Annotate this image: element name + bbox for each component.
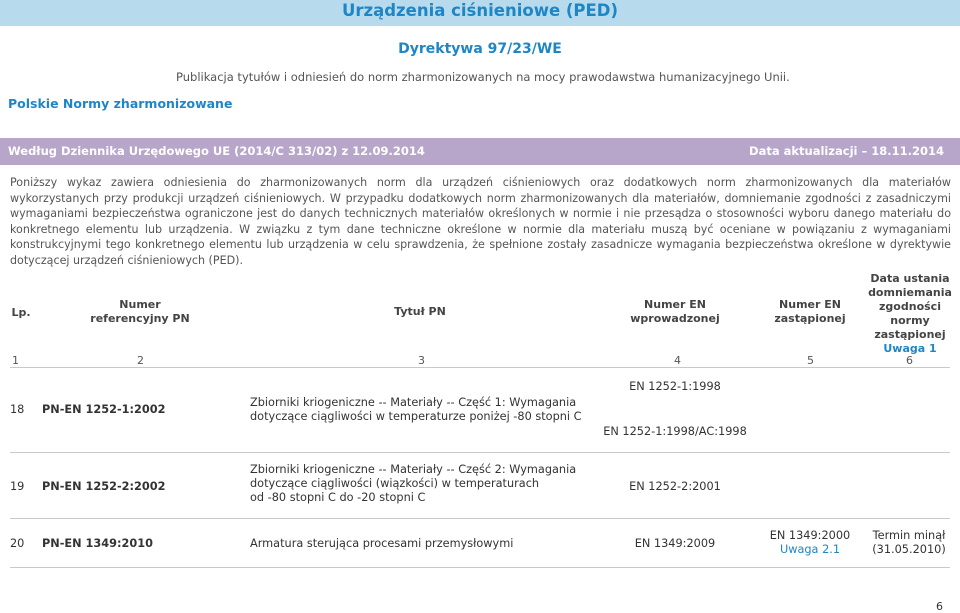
intro-paragraph: Poniższy wykaz zawiera odniesienia do zharmonizowanych norm dla urządzeń ciśnieniowych oraz dodatkowych norm zharmonizowanych dla materiałów wykorzystanych przy produkcji urządzeń ciśnieniowych. W przypadku dodatkowych norm zharmonizowanych dla materiałów, domniemanie zgodności z zasadniczymi wymaganiami bezpieczeństwa ograniczone jest do danych technicznych materiałów określonych w normie i nie przesądza o stosowności wyboru danego materiału do konkretnego elementu lub urządzenia. W związku z tym dane techniczne określone w normie dla materiału muszą być oceniane w powiązaniu z wymaganiami konstrukcyjnymi tego konkretnego elementu lub urządzenia w celu sprawdzenia, że spełnione zostały zasadnicze wymagania bezpieczeństwa określone w dyrektywie dotyczącej urządzeń ciśnieniowych (PED). [10,176,951,267]
row-date-status: Termin minął [872,529,946,542]
row-title-line: dotyczące ciągliwości (wiązkości) w temperaturach [250,477,540,490]
row-en-number: EN 1349:2009 [634,537,716,550]
row-title: Armatura sterująca procesami przemysłowymi [250,537,514,550]
column-number: 2 [137,354,144,367]
row-reference: PN-EN 1252-2:2002 [42,480,166,493]
header-title: Tytuł PN [394,305,446,318]
section-title: Polskie Normy zharmonizowane [8,96,233,111]
table-divider [10,518,950,519]
page-title: Urządzenia ciśnieniowe (PED) [341,1,619,20]
header-date-line1: Data ustania [870,272,950,285]
row-lp: 20 [10,537,25,550]
row-title-line: Zbiorniki kriogeniczne -- Materiały -- Część 1: Wymagania [250,396,577,409]
row-en-replaced: EN 1349:2000 [769,529,851,542]
header-date-note: Uwaga 1 [883,342,937,355]
header-en-replaced-line1: Numer EN [779,298,841,311]
row-lp: 18 [10,403,25,416]
column-number: 1 [12,354,19,367]
table-divider [10,567,950,568]
header-date-line2: domniemania [868,286,952,299]
publication-note: Publikacja tytułów i odniesień do norm zharmonizowanych na mocy prawodawstwa humanizacyjnego Unii. [176,70,790,84]
header-date-line4: normy [890,314,930,327]
row-replaced-note: Uwaga 2.1 [779,543,841,556]
update-date: Data aktualizacji – 18.11.2014 [749,144,944,158]
row-en-number: EN 1252-2:2001 [629,480,721,493]
header-en-new-line1: Numer EN [644,298,706,311]
directive-title: Dyrektywa 97/23/WE [398,41,562,57]
page-number: 6 [936,600,943,613]
row-title-line: Zbiorniki kriogeniczne -- Materiały -- Część 2: Wymagania [250,463,577,476]
column-number: 3 [418,354,425,367]
header-date-line3: zgodności [879,300,941,313]
row-date-value: (31.05.2010) [872,543,946,556]
row-reference: PN-EN 1252-1:2002 [42,403,166,416]
header-en-replaced-line2: zastąpionej [774,312,846,325]
table-divider [10,452,950,453]
journal-reference: Według Dziennika Urzędowego UE (2014/C 313/02) z 12.09.2014 [8,144,425,158]
header-lp: Lp. [11,306,31,319]
row-en-number: EN 1252-1:1998 [629,380,721,393]
row-en-number: EN 1252-1:1998/AC:1998 [603,425,747,438]
column-number: 6 [906,354,913,367]
header-date-line5: zastąpionej [874,328,946,341]
header-en-new-line2: wprowadzonej [630,312,720,325]
header-ref-line2: referencyjny PN [90,312,190,325]
column-number: 4 [674,354,681,367]
row-reference: PN-EN 1349:2010 [42,537,153,550]
row-title-line: od -80 stopni C do -20 stopni C [250,491,426,504]
row-title-line: dotyczące ciągliwości w temperaturze poniżej -80 stopni C [250,410,582,423]
row-lp: 19 [10,480,25,493]
column-number: 5 [807,354,814,367]
header-ref-line1: Numer [119,298,161,311]
table-divider [10,367,950,368]
